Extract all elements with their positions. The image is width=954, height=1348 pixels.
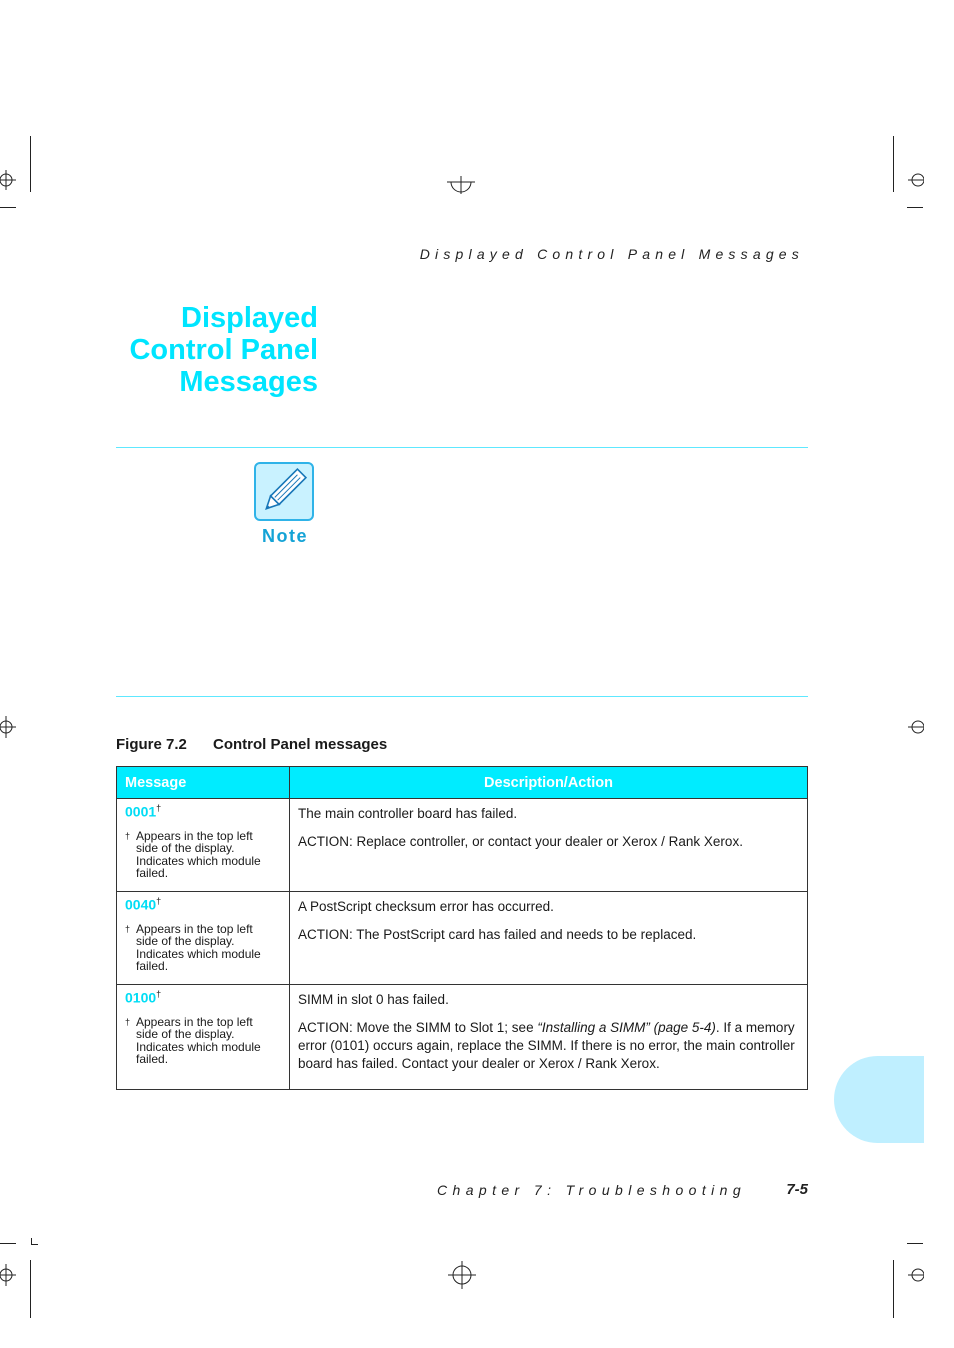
figure-number: Figure 7.2 [116, 736, 187, 753]
header-message: Message [117, 767, 290, 799]
title-line: Displayed [181, 302, 318, 334]
figure-caption [116, 736, 387, 753]
description-cell [290, 892, 808, 985]
table-row [117, 985, 808, 1090]
message-cell [117, 799, 290, 892]
description-cell [290, 799, 808, 892]
message-code: 0040 [125, 896, 157, 913]
header-description: Description/Action [290, 767, 808, 799]
chapter-tab [834, 1056, 924, 1143]
figure-title: Control Panel messages [213, 736, 388, 753]
footnote [125, 830, 281, 880]
note-icon-box [254, 462, 314, 521]
crosshair-icon [0, 716, 18, 738]
crosshair-icon [0, 1264, 18, 1286]
table-row [117, 892, 808, 985]
top-rule [116, 447, 808, 448]
crosshair-icon [448, 1261, 476, 1289]
note-label: Note [262, 526, 308, 546]
crosshair-icon [906, 170, 924, 190]
title-line: Messages [179, 366, 318, 398]
crosshair-icon [0, 170, 18, 190]
description-text: A PostScript checksum error has occurred. [298, 899, 554, 914]
footer-chapter: Chapter 7: Troubleshooting [437, 1182, 747, 1198]
action-text [298, 833, 799, 851]
dagger-mark: † [156, 803, 162, 813]
footnote [125, 1016, 281, 1066]
crosshair-icon [906, 716, 924, 738]
message-cell [117, 985, 290, 1090]
crosshair-icon [447, 174, 475, 194]
table-row [117, 799, 808, 892]
page-number: 7-5 [786, 1181, 808, 1198]
dagger-mark: † [125, 1016, 131, 1027]
description-text: The main controller board has failed. [298, 806, 518, 821]
action-text-part: ACTION: The PostScript card has failed and needs to be replaced. [298, 927, 697, 942]
title-line: Control Panel [129, 334, 318, 366]
footnote-text: Appears in the top left side of the display. Indicates which module failed. [136, 921, 261, 973]
message-code: 0100 [125, 989, 157, 1006]
dagger-mark: † [156, 989, 162, 999]
message-code: 0001 [125, 803, 157, 820]
dagger-mark: † [125, 923, 131, 934]
crosshair-icon [906, 1264, 924, 1286]
page-title [100, 302, 318, 398]
action-text-part: ACTION: Move the SIMM to Slot 1; see [298, 1020, 538, 1035]
action-text-part: . If a memory error (0101) occurs again, replace the SIMM. If there is no error, the main controller board has failed. Contact your dealer or Xerox / Rank Xerox. [298, 1020, 795, 1071]
pencil-icon [256, 464, 312, 519]
cross-reference: “Installing a SIMM” (page 5-4) [537, 1020, 716, 1035]
description-text: SIMM in slot 0 has failed. [298, 992, 449, 1007]
control-panel-messages-table [116, 766, 808, 1090]
table-header-row [117, 767, 808, 799]
description-cell [290, 985, 808, 1090]
dagger-mark: † [125, 830, 131, 841]
footnote-text: Appears in the top left side of the display. Indicates which module failed. [136, 1014, 261, 1066]
footnote-text: Appears in the top left side of the display. Indicates which module failed. [136, 828, 261, 880]
dagger-mark: † [156, 896, 162, 906]
action-text [298, 1019, 799, 1073]
message-cell [117, 892, 290, 985]
running-head: Displayed Control Panel Messages [419, 246, 804, 262]
bottom-rule [116, 696, 808, 697]
footnote [125, 923, 281, 973]
action-text-part: ACTION: Replace controller, or contact your dealer or Xerox / Rank Xerox. [298, 834, 743, 849]
action-text [298, 926, 799, 944]
